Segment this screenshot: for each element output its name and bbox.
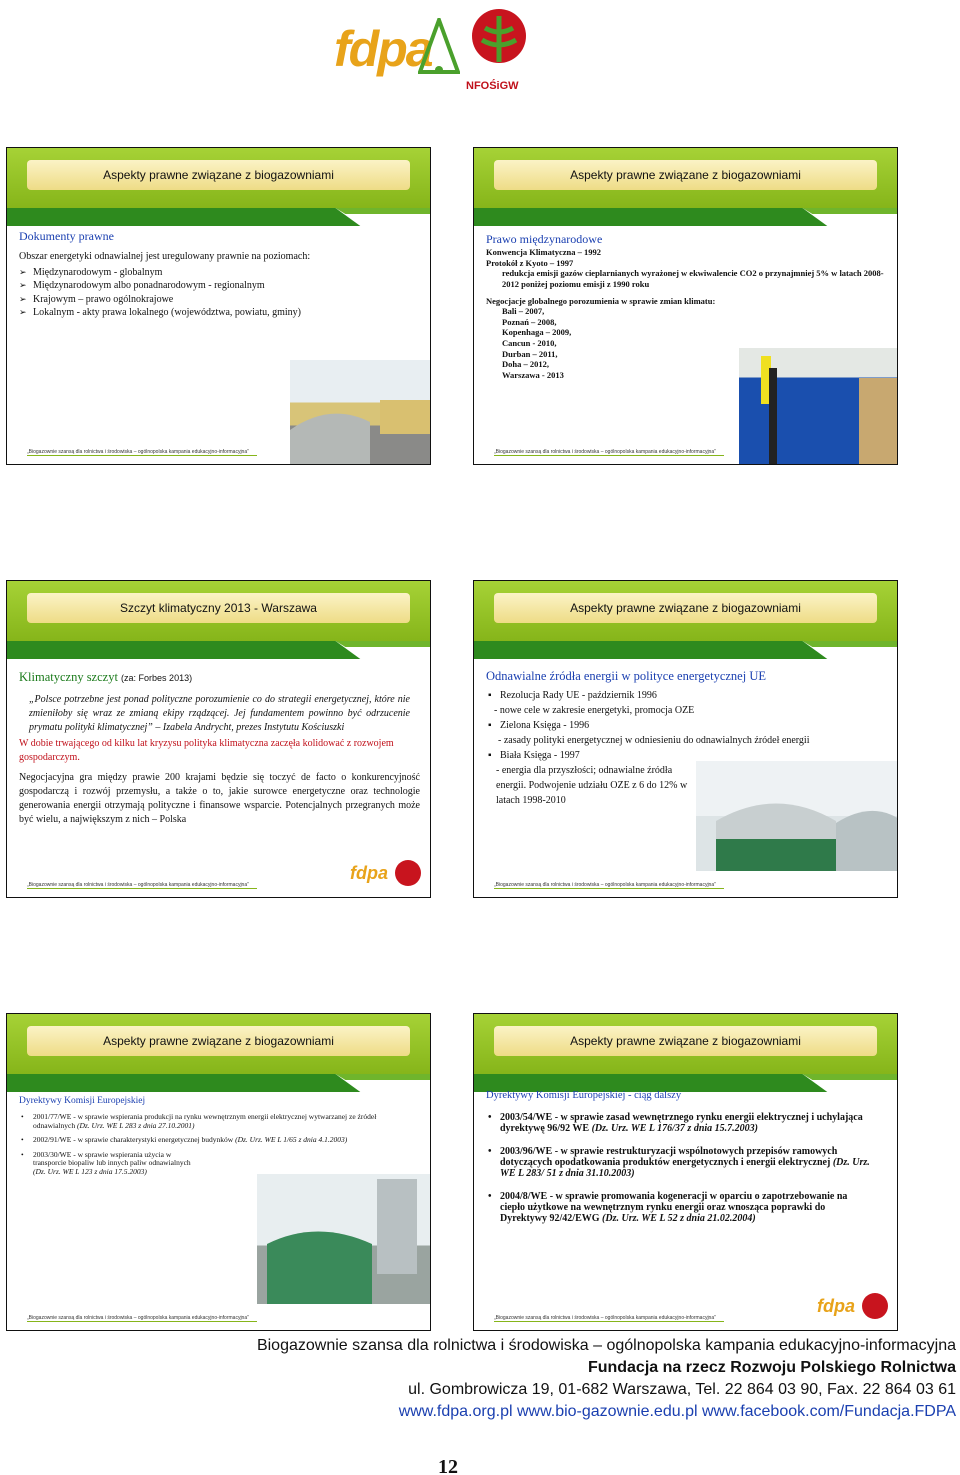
item-desc: - nowe cele w zakresie energetyki, promocja OZE	[494, 704, 695, 716]
quote-text: „Polsce potrzebne jest ponad polityczne porozumienie co do strategii energetycznej, które nie zmieniłoby się wraz ze zmianą ekipy rządzącej. Jej fundamentem powinno być odrzucenie prymatu polityki klimatycznej” – Izabela Andrycht, prezes Instytutu Kościuszki	[29, 693, 410, 733]
green-arrow-band	[7, 1074, 430, 1092]
green-arrow-band	[7, 641, 430, 659]
slide-title: Aspekty prawne związane z biogazowniami	[27, 1026, 410, 1056]
list-item: Kopenhaga – 2009,	[502, 327, 572, 338]
nfosigw-emblem-icon	[394, 859, 422, 889]
green-arrow-band	[474, 641, 897, 659]
slide-content	[486, 1090, 873, 1300]
slide-5	[6, 1013, 431, 1331]
list-item	[486, 1146, 873, 1179]
slide-title: Aspekty prawne związane z biogazowniami	[494, 160, 877, 190]
negotiations-line: Negocjacje globalnego porozumienia w sprawie zmian klimatu:	[486, 295, 716, 306]
slide-logo	[350, 859, 422, 891]
slide-content	[19, 669, 420, 867]
list-item	[19, 1136, 420, 1145]
list-item	[19, 1113, 420, 1130]
slide-footer-text: „Biogazownie szansą dla rolnictwa i środowiska – ogólnopolska kampania edukacyjno-informacyjna”	[27, 449, 257, 456]
directive-ref: (Dz. Urz. WE L 123 z dnia 17.5.2003)	[33, 1167, 147, 1177]
address-line: ul. Gombrowicza 19, 01-682 Warszawa, Tel. 22 864 03 90, Fax. 22 864 03 61	[408, 1381, 956, 1398]
biogas-silos-photo	[257, 1174, 431, 1304]
slide-header	[7, 148, 430, 208]
nfosigw-label: NFOŚiGW	[466, 80, 519, 92]
slide-title: Aspekty prawne związane z biogazowniami	[494, 1026, 877, 1056]
list-item: Durban – 2011,	[502, 348, 558, 359]
directives-list	[486, 1112, 873, 1224]
page-number: 12	[438, 1456, 458, 1475]
slide-heading: Dokumenty prawne	[19, 229, 114, 243]
slide-footer-text: „Biogazownie szansą dla rolnictwa i środowiska – ogólnopolska kampania edukacyjno-informacyjna”	[494, 1315, 724, 1322]
slide-heading: Dyrektywy Komisji Europejskiej	[19, 1096, 146, 1106]
slide-4	[473, 580, 898, 898]
warning-text: W dobie trwającego od kilku lat kryzysu polityka klimatyczna zaczęła kolidować z rozwojem gospodarczym.	[19, 737, 394, 763]
body-text: Negocjacyjna gra między prawie 200 krajami będzie się toczyć de facto o konkurencyjność gospodarczą i rozwój przemysłu, a także o to, jakie surowce energetyczne oraz technologie generowania energii otrzymają polityczne i finansowe wsparcie. Potencjalnych przegranych może być wielu, a największym z nich – Polska	[19, 771, 420, 825]
directive-ref: (Dz. Urz. WE L 283 z dnia 27.10.2001)	[76, 1120, 195, 1130]
fdpa-logo: fdpa	[350, 863, 388, 883]
directive-ref: (Dz. Urz. WE L 176/37 z dnia 15.7.2003)	[591, 1122, 758, 1134]
slide-logo	[817, 1292, 889, 1324]
list-item	[486, 718, 887, 733]
item-head: Biała Księga - 1997	[500, 749, 580, 761]
fdpa-logo: fdpa	[817, 1296, 855, 1316]
biogas-domes-photo	[696, 761, 898, 871]
directive-text: 2004/8/WE - w sprawie promowania kogeneracji w oparciu o zapotrzebowanie na ciepło użytkowe na wewnętrznym rynku energii oraz wnosząca poprawki do Dyrektywy 92/42/EWG	[500, 1190, 848, 1224]
directive-text: 2003/96/WE - w sprawie restrukturyzacji wspólnotowych przepisów ramowych dotyczących opodatkowania produktów energetycznych i energii elektrycznej	[500, 1145, 838, 1168]
slide-footer-text: „Biogazownie szansą dla rolnictwa i środowiska – ogólnopolska kampania edukacyjno-informacyjna”	[27, 882, 257, 889]
slide-1	[6, 147, 431, 465]
slide-header	[7, 1014, 430, 1074]
slide-footer-text: „Biogazownie szansą dla rolnictwa i środowiska – ogólnopolska kampania edukacyjno-informacyjna”	[494, 449, 724, 456]
list-item	[19, 1151, 199, 1177]
slide-header	[474, 148, 897, 208]
nfosigw-emblem-icon	[470, 6, 528, 80]
slide-footer-text: „Biogazownie szansą dla rolnictwa i środowiska – ogólnopolska kampania edukacyjno-informacyjna”	[494, 882, 724, 889]
list-item	[486, 1112, 873, 1134]
directive-ref: (Dz. Urz. WE L 52 z dnia 21.02.2004)	[602, 1212, 756, 1224]
green-arrow-band	[7, 208, 430, 226]
item-desc: - zasady polityki energetycznej w odniesieniu do odnawialnych źródeł energii	[498, 734, 810, 746]
list-item	[486, 1191, 873, 1224]
slide-heading: Dyrektywy Komisji Europejskiej - ciąg dalszy	[486, 1090, 682, 1101]
list-item: Cancun - 2010,	[502, 338, 557, 348]
slide-title: Szczyt klimatyczny 2013 - Warszawa	[27, 593, 410, 623]
foundation-name: Fundacja na rzecz Rozwoju Polskiego Rolnictwa	[587, 1359, 956, 1376]
list-item: Warszawa - 2013	[502, 369, 564, 380]
directive-text: 2003/30/WE - w sprawie wspierania użycia w transporcie biopaliw lub innych paliw odnawialnych	[33, 1149, 191, 1168]
list-item: Doha – 2012,	[502, 359, 549, 370]
slide-footer-text: „Biogazownie szansą dla rolnictwa i środowiska – ogólnopolska kampania edukacyjno-informacyjna”	[27, 1315, 257, 1322]
biogas-tank-photo	[739, 348, 898, 465]
slide-header	[474, 581, 897, 641]
fdpa-tree-icon	[418, 18, 460, 78]
levels-list	[19, 266, 420, 320]
list-item: Poznań – 2008,	[502, 316, 557, 327]
reduction-text: redukcja emisji gazów cieplarnianych wyrażonej w ekwiwalencie CO2 o przynajmniej 5% w latach 2008-2012 poniżej poziomu emisji z 1990 roku	[502, 268, 884, 289]
slide-heading: Prawo międzynarodowe	[486, 232, 603, 246]
directive-text: 2003/54/WE - w sprawie zasad wewnętrznego rynku energii elektrycznej i uchylająca dyrektywę 96/92 WE	[500, 1111, 863, 1134]
top-logos	[330, 4, 540, 96]
directive-text: 2002/91/WE - w sprawie charakterystyki energetycznej budynków	[33, 1135, 234, 1145]
biogas-plant-photo	[290, 360, 431, 465]
slide-6	[473, 1013, 898, 1331]
list-item: ➢ Międzynarodowym albo ponadnarodowym - regionalnym	[19, 279, 420, 293]
slide-heading: Odnawialne źródła energii w polityce energetycznej UE	[486, 669, 766, 683]
eu-policy-list	[486, 688, 887, 703]
list-item: Bali – 2007,	[502, 306, 545, 317]
slide-header	[7, 581, 430, 641]
heading-note: (za: Forbes 2013)	[121, 673, 193, 683]
item-head: Zielona Księga - 1996	[500, 719, 590, 731]
kyoto-line: Protokół z Kyoto – 1997	[486, 257, 574, 268]
slide-title: Aspekty prawne związane z biogazowniami	[27, 160, 410, 190]
directive-ref: (Dz. Urz. WE L 1/65 z dnia 4.1.2003)	[235, 1135, 348, 1145]
slide-3	[6, 580, 431, 898]
website-links[interactable]: www.fdpa.org.pl www.bio-gazownie.edu.pl www.facebook.com/Fundacja.FDPA	[398, 1403, 956, 1420]
list-item: ➢ Międzynarodowym - globalnym	[19, 266, 420, 280]
campaign-line: Biogazownie szansa dla rolnictwa i środowiska – ogólnopolska kampania edukacyjno-informacyjna	[256, 1337, 956, 1354]
directive-ref: (Dz. Urz. WE L 283/ 51 z dnia 31.10.2003)	[500, 1156, 870, 1179]
page-footer	[0, 1335, 956, 1423]
slide-heading	[19, 669, 420, 687]
fdpa-logo: fdpa	[334, 21, 432, 77]
list-item: ➢ Krajowym – prawo ogólnokrajowe	[19, 293, 420, 307]
directives-list	[19, 1113, 420, 1177]
intro-text: Obszar energetyki odnawialnej jest uregulowany prawnie na poziomach:	[19, 251, 311, 263]
slide-title: Aspekty prawne związane z biogazowniami	[494, 593, 877, 623]
eu-policy-list	[486, 718, 887, 733]
nfosigw-emblem-icon	[861, 1292, 889, 1322]
convention-line: Konwencja Klimatyczna – 1992	[486, 247, 601, 257]
green-arrow-band	[474, 208, 897, 226]
item-head: Rezolucja Rady UE - październik 1996	[500, 689, 657, 701]
heading-text: Klimatyczny szczyt	[19, 670, 118, 684]
slide-2	[473, 147, 898, 465]
directive-text: 2001/77/WE - w sprawie wspierania produkcji na rynku wewnętrznym energii elektrycznej wytwarzanej ze źródeł odnawialnych	[33, 1111, 377, 1130]
list-item: ➢ Lokalnym - akty prawa lokalnego (województwa, powiatu, gminy)	[19, 306, 420, 320]
list-item	[486, 688, 887, 703]
item-desc: - energia dla przyszłości; odnawialne źródła energii. Podwojenie udziału OZE z 6 do 12% w latach 1998-2010	[496, 764, 688, 806]
slide-header	[474, 1014, 897, 1074]
